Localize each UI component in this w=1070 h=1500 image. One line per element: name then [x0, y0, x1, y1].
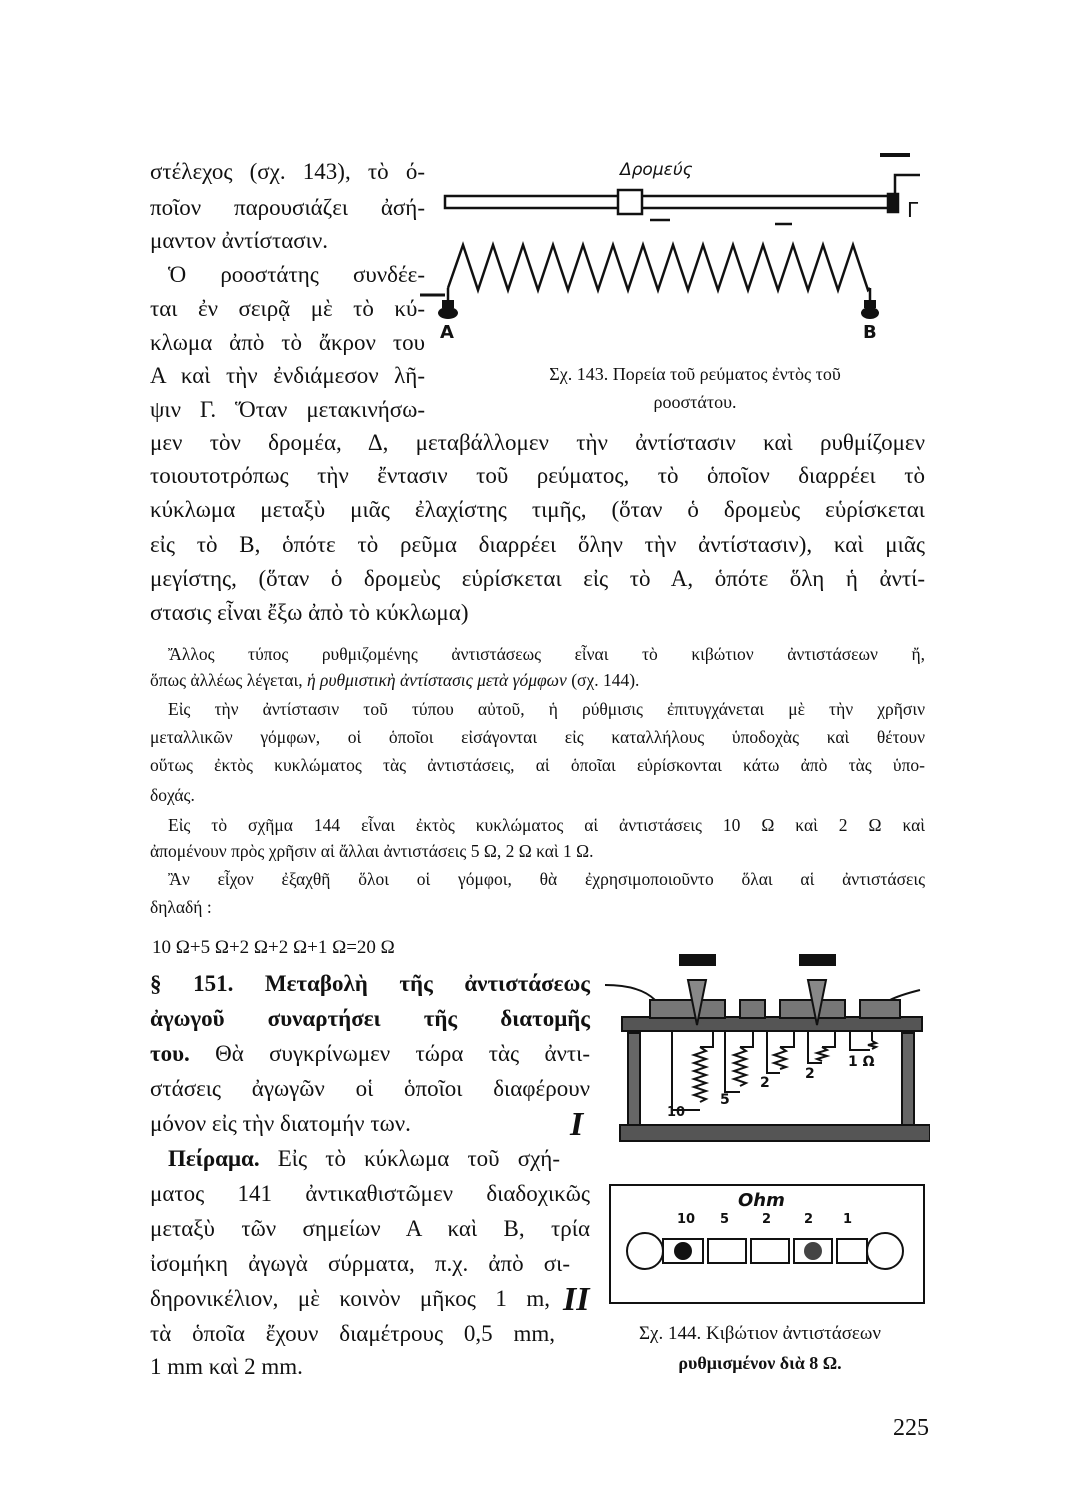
formula: 10 Ω+5 Ω+2 Ω+2 Ω+1 Ω=20 Ω [152, 937, 395, 958]
text-line: μόνον εἰς τὴν διατομήν των. [150, 1111, 411, 1136]
section-heading: § 151. Μεταβολὴ τῆς ἀντιστάσεως [150, 971, 590, 996]
text-line: Ἄλλος τύπος ρυθμιζομένης ἀντιστάσεως εἶναι τὸ κιβώτιον ἀντιστάσεων ἤ, [168, 644, 925, 664]
plate-label: 10 [677, 1212, 696, 1227]
text-line: Ἂν εἶχον ἐξαχθῆ ὅλοι οἱ γόμφοι, θὰ ἐχρησιμοποιοῦντο ὅλαι αἱ ἀντιστάσεις [168, 869, 925, 889]
text-line: μεν τὸν δρομέα, Δ, μεταβάλλομεν τὴν ἀντίστασιν καὶ ρυθμίζομεν [150, 430, 925, 455]
page-number: 225 [893, 1415, 929, 1441]
text-line: Εἰς τὸ σχῆμα 144 εἶναι ἐκτὸς κυκλώματος αἱ ἀντιστάσεις 10 Ω καὶ 2 Ω καὶ [168, 815, 925, 835]
text-line: τοιουτοτρόπως τὴν ἔντασιν τοῦ ρεύματος, τὸ ὁποῖον διαρρέει τὸ [150, 463, 925, 488]
text-line: οὕτως ἐκτὸς κυκλώματος τὰς ἀντιστάσεις, αἱ ὁποῖαι εὑρίσκονται κάτω ἀπὸ τὰς ὑπο- [150, 755, 925, 775]
text-line: μαντον ἀντίστασιν. [150, 228, 328, 253]
text-line: στασις εἶναι ἔξω ἀπὸ τὸ κύκλωμα) [150, 600, 469, 625]
text-line: ἀπομένουν πρὸς χρῆσιν αἱ ἄλλαι ἀντιστάσεις 5 Ω, 2 Ω καὶ 1 Ω. [150, 841, 594, 861]
resistor-label: 5 [720, 1092, 730, 1108]
plug-inserted [804, 1242, 822, 1260]
resistor-label: 2 [760, 1075, 770, 1091]
text-line: ματος 141 ἀντικαθιστῶμεν διαδοχικῶς [150, 1181, 590, 1206]
figure-caption: Σχ. 144. Κιβώτιον ἀντιστάσεων [638, 1323, 882, 1344]
plate-label: 2 [762, 1212, 772, 1227]
coil-wire [448, 245, 870, 290]
text-line: ἰσομήκη ἀγωγὰ σύρματα, π.χ. ἀπὸ σι- [150, 1251, 570, 1276]
text-line: δοχάς. [150, 785, 195, 805]
plate-label: 5 [720, 1212, 730, 1227]
figure-caption: Σχ. 143. Πορεία τοῦ ρεύματος ἐντὸς τοῦ [549, 364, 841, 384]
resistance-box-section [600, 945, 930, 1145]
text-line: κλωμα ἀπὸ τὸ ἄκρον του [150, 330, 425, 355]
text-line: δηλαδή : [150, 897, 212, 917]
text-line: στάσεις ἀγωγῶν οἱ ὁποῖοι διαφέρουν [150, 1076, 590, 1101]
text-line: Ὁ ροοστάτης συνδέε- [168, 262, 425, 287]
plate-label: 1 [843, 1212, 853, 1227]
text-span: Θὰ συγκρίνωμεν τώρα τὰς ἀντι- [215, 1041, 590, 1066]
slider-block [618, 190, 642, 214]
label-ii: II [563, 1281, 590, 1318]
text-line: ται ἐν σειρᾷ μὲ τὸ κύ- [150, 296, 425, 321]
plate-label: 2 [804, 1212, 814, 1227]
resistor-label: 10 [667, 1105, 686, 1120]
text-line: δηρονικέλιον, μὲ κοινὸν μῆκος 1 m, [150, 1286, 550, 1311]
label-a: Α [440, 322, 454, 343]
resistor-label: 1 Ω [848, 1054, 875, 1070]
terminal-b [861, 307, 879, 319]
text-line [150, 672, 925, 690]
rheostat-diagram [420, 150, 940, 350]
experiment-label: Πείραμα. [168, 1146, 260, 1171]
text-line: ποῖον παρουσιάζει ἀσή- [150, 195, 425, 220]
text-line: εἰς τὸ Β, ὁπότε τὸ ρεῦμα διαρρέει ὅλην τὴν ἀντίστασιν), καὶ μιᾶς [150, 532, 925, 557]
plate-title: Ohm [738, 1190, 785, 1211]
label-b: Β [863, 322, 877, 343]
figure-caption: ροοστάτου. [653, 392, 737, 412]
text-line: στέλεχος (σχ. 143), τὸ ό- [150, 159, 425, 184]
slider-label: Δρομεύς [620, 160, 693, 180]
text-line: Εἰς τὴν ἀντίστασιν τοῦ τύπου αὐτοῦ, ἡ ρύθμισις ἐπιτυγχάνεται μὲ τὴν χρῆσιν [168, 699, 925, 719]
section-heading: του. [150, 1041, 190, 1066]
figure-caption: ρυθμισμένον διὰ 8 Ω. [678, 1353, 842, 1373]
rheostat-bar [445, 196, 895, 208]
section-heading: ἀγωγοῦ συναρτήσει τῆς διατομῆς [150, 1006, 590, 1031]
text-line: Α καὶ τὴν ἐνδιάμεσον λῆ- [150, 363, 425, 388]
text-line: μεταλλικῶν γόμφων, οἱ ὁποῖοι εἰσάγονται εἰς καταλλήλους ὑποδοχὰς καὶ θέτουν [150, 727, 925, 747]
text-line [168, 1147, 560, 1170]
resistor-label: 2 [805, 1066, 815, 1082]
text-line: κύκλωμα μεταξὺ μιᾶς ἐλαχίστης τιμῆς, (ὅταν ὁ δρομεὺς εὑρίσκεται [150, 497, 925, 522]
text-line: ψιν Γ. Ὅταν μετακινήσω- [150, 397, 425, 422]
italic-term: ἡ ρυθμιστικὴ ἀντίστασις μετὰ γόμφων [307, 670, 567, 690]
text-line: 1 mm καὶ 2 mm. [150, 1354, 303, 1379]
plug-row [615, 1225, 915, 1275]
label-g: Γ [907, 198, 919, 222]
text-line: μεγίστης, (ὅταν ὁ δρομεὺς εὑρίσκεται εἰς τὸ Α, ὁπότε ὅλη ἡ ἀντί- [150, 566, 925, 591]
terminal-a [438, 307, 458, 319]
text-span: (σχ. 144). [571, 670, 640, 690]
label-i: I [570, 1106, 584, 1143]
plug-inserted [674, 1242, 692, 1260]
text-line: μεταξὺ τῶν σημείων Α καὶ Β, τρία [150, 1216, 590, 1241]
text-line: τὰ ὁποῖα ἔχουν διαμέτρους 0,5 mm, [150, 1321, 555, 1346]
text-span: ὅπως ἀλλέως λέγεται, [150, 670, 303, 690]
text-span: Εἰς τὸ κύκλωμα τοῦ σχή- [277, 1146, 560, 1171]
text-line [150, 1042, 590, 1065]
